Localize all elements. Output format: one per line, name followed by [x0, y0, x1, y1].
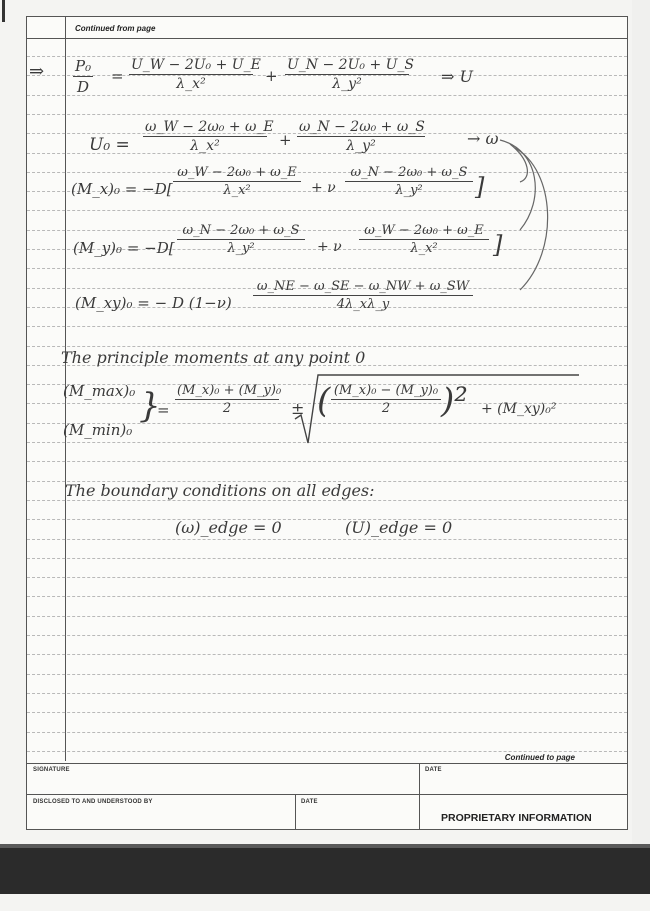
ruled-line — [27, 674, 627, 675]
bc-u: (U)_edge = 0 — [345, 518, 453, 537]
ruled-line — [27, 654, 627, 655]
plus-minus: ± — [291, 399, 305, 418]
footer-divider-3 — [419, 794, 420, 830]
mean-moment-num: (M_x)₀ + (M_y)₀ — [177, 383, 282, 398]
ruled-line — [27, 326, 627, 327]
ruled-line — [27, 230, 627, 231]
w-fraction-x — [143, 119, 274, 154]
u-fraction-y-den: λ_y² — [332, 76, 362, 92]
u-fraction-x — [129, 57, 261, 92]
mx-fraction-1-den: λ_x² — [223, 183, 251, 198]
footer-divider-2 — [295, 794, 296, 830]
disclosed-label: DISCLOSED TO AND UNDERSTOOD BY — [33, 799, 153, 805]
equals-sign: = — [111, 67, 124, 85]
plus-sign-2: + — [279, 131, 292, 149]
ruled-line — [27, 732, 627, 733]
u-fraction-x-den: λ_x² — [176, 76, 206, 92]
ruled-line — [27, 172, 627, 173]
p0-numerator: P₀ — [75, 57, 92, 75]
footer — [27, 763, 627, 830]
scan-shadow — [0, 848, 650, 894]
ruled-line — [27, 500, 627, 501]
ruled-line — [27, 461, 627, 462]
ruled-line — [27, 210, 627, 211]
half-difference-num: (M_x)₀ − (M_y)₀ — [333, 383, 439, 398]
principal-moments-sentence: The principle moments at any point 0 — [61, 348, 366, 367]
signature-label: SIGNATURE — [33, 767, 70, 773]
mxy-lhs: (M_xy)₀ = − D (1−ν) — [75, 294, 232, 312]
my-lhs: (M_y)₀ = −D[ — [73, 239, 175, 257]
notebook-page — [26, 16, 628, 830]
mean-moment-den: 2 — [222, 401, 232, 416]
ruled-line — [27, 268, 627, 269]
ruled-line — [27, 693, 627, 694]
proprietary-information: PROPRIETARY INFORMATION — [441, 812, 592, 824]
half-difference-fraction — [331, 383, 441, 416]
my-plus-nu: + ν — [317, 239, 342, 255]
root-paren-open: ( — [317, 381, 331, 421]
ruled-line — [27, 114, 627, 115]
mxy-fraction-den: 4λ_xλ_y — [336, 297, 390, 312]
w-fraction-x-num: ω_W − 2ω₀ + ω_E — [145, 119, 274, 135]
mean-moment-fraction — [175, 383, 282, 416]
ruled-line — [27, 346, 627, 347]
ruled-line — [27, 558, 627, 559]
solve-w: → ω — [467, 129, 499, 148]
signature-row — [27, 764, 627, 795]
implication-arrow: ⇒ — [29, 61, 45, 82]
ruled-line — [27, 635, 627, 636]
half-difference-den: 2 — [381, 401, 391, 416]
ruled-line — [27, 519, 627, 520]
u-fraction-y-num: U_N − 2U₀ + U_S — [287, 57, 415, 73]
my-fraction-2 — [359, 223, 489, 256]
mx-bracket-close: ] — [475, 173, 485, 201]
footer-divider-1 — [419, 764, 420, 794]
ruled-line — [27, 95, 627, 96]
u-fraction-y — [285, 57, 415, 92]
mxy-fraction — [253, 279, 473, 312]
m-max-label: (M_max)₀ — [63, 382, 136, 400]
ruled-line — [27, 442, 627, 443]
plus-sign: + — [265, 67, 278, 85]
boundary-conditions-sentence: The boundary conditions on all edges: — [65, 481, 375, 500]
date-label-1: DATE — [425, 767, 442, 773]
my-fraction-2-num: ω_W − 2ω₀ + ω_E — [364, 223, 484, 238]
p0-over-d — [73, 57, 93, 96]
my-fraction-2-den: λ_x² — [410, 241, 438, 256]
mxy-fraction-num: ω_NE − ω_SE − ω_NW + ω_SW — [256, 279, 470, 294]
scan-right-margin — [632, 0, 650, 848]
brace: } — [139, 386, 161, 426]
w-fraction-y-num: ω_N − 2ω₀ + ω_S — [299, 119, 425, 135]
ruled-line — [27, 596, 627, 597]
mx-fraction-2-den: λ_y² — [395, 183, 423, 198]
continued-from-label: Continued from page — [75, 24, 156, 33]
date-label-2: DATE — [301, 799, 318, 805]
my-fraction-1-den: λ_y² — [227, 241, 255, 256]
root-paren-close: )² — [441, 381, 468, 421]
bc-omega: (ω)_edge = 0 — [175, 518, 282, 537]
ruled-line — [27, 712, 627, 713]
ruled-line — [27, 751, 627, 752]
ruled-line — [27, 577, 627, 578]
u0-lhs: U₀ = — [89, 135, 130, 155]
mx-fraction-1 — [173, 165, 301, 198]
d-denominator: D — [77, 78, 90, 96]
my-fraction-1-num: ω_N − 2ω₀ + ω_S — [182, 223, 300, 238]
mx-fraction-2 — [345, 165, 473, 198]
mx-lhs: (M_x)₀ = −D[ — [71, 180, 173, 198]
equals-sign-2: = — [157, 401, 170, 419]
scan-edge-mark — [2, 0, 5, 22]
mx-plus-nu: + ν — [311, 180, 336, 196]
w-fraction-y — [297, 119, 425, 154]
w-fraction-y-den: λ_y² — [346, 138, 376, 154]
solve-u: ⇒ U — [441, 67, 473, 86]
ruled-line — [27, 539, 627, 540]
mx-fraction-1-num: ω_W − 2ω₀ + ω_E — [177, 165, 297, 180]
mxy-squared-term: + (M_xy)₀² — [481, 401, 557, 417]
m-min-label: (M_min)₀ — [63, 421, 133, 439]
u-fraction-x-num: U_W − 2U₀ + U_E — [131, 57, 261, 73]
ruled-line — [27, 616, 627, 617]
mx-fraction-2-num: ω_N − 2ω₀ + ω_S — [350, 165, 468, 180]
continued-to-label: Continued to page — [504, 753, 575, 762]
my-bracket-close: ] — [493, 231, 503, 259]
w-fraction-x-den: λ_x² — [190, 138, 220, 154]
my-fraction-1 — [177, 223, 305, 256]
